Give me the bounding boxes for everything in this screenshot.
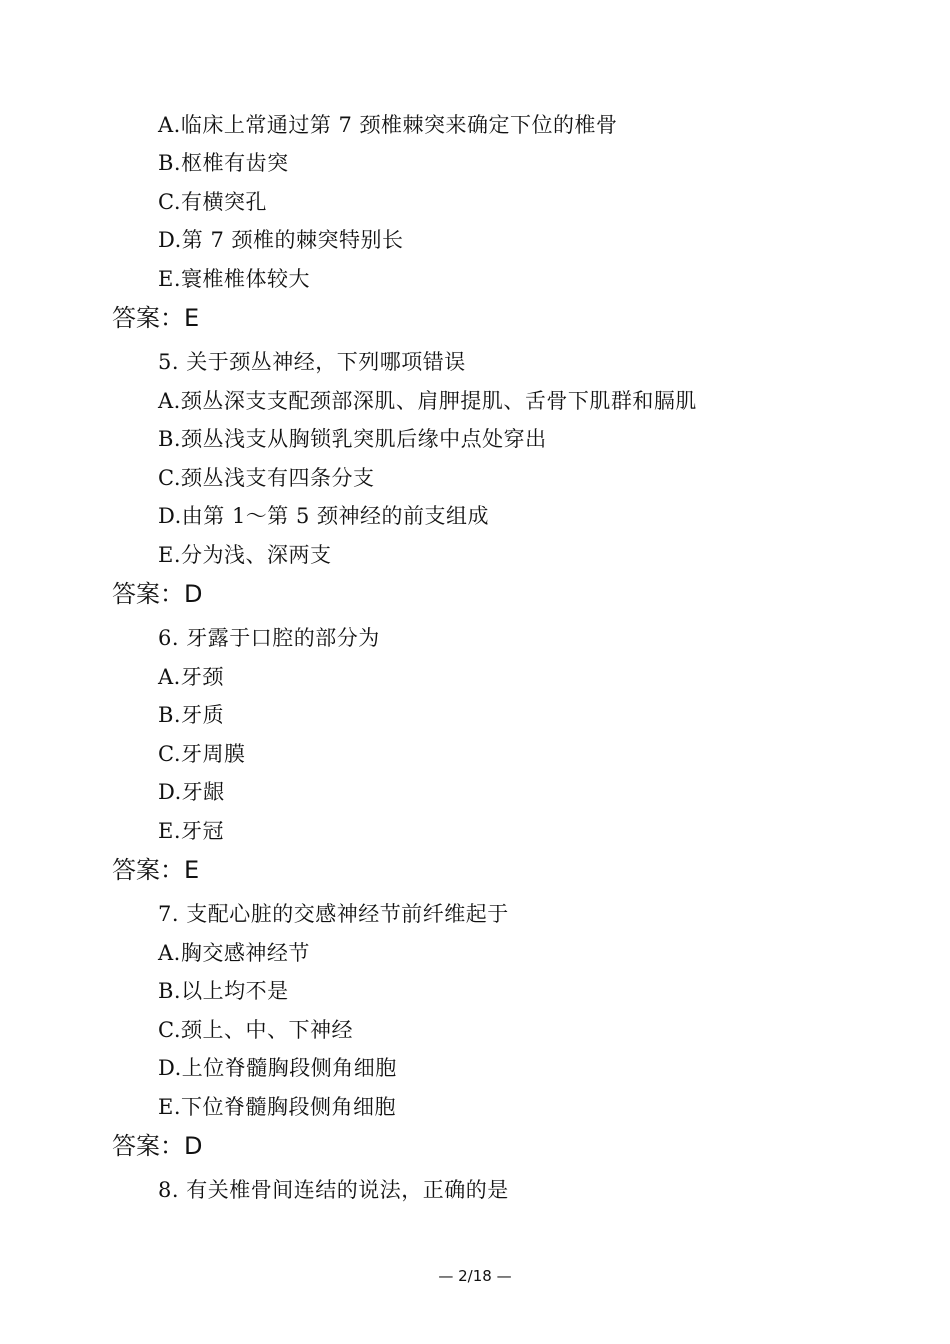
question-line: 7. 支配心脏的交感神经节前纤维起于 <box>158 902 509 926</box>
option-line: A.胸交感神经节 <box>158 941 310 965</box>
option-line: C.颈上、中、下神经 <box>158 1018 353 1042</box>
answer-line: 答案：E <box>112 856 200 884</box>
option-line: A.牙颈 <box>158 665 224 689</box>
option-line: B.枢椎有齿突 <box>158 151 289 175</box>
option-line: A.临床上常通过第 7 颈椎棘突来确定下位的椎骨 <box>158 113 618 137</box>
question-line: 6. 牙露于口腔的部分为 <box>158 626 380 650</box>
option-line: C.有横突孔 <box>158 190 267 214</box>
option-line: C.颈丛浅支有四条分支 <box>158 466 375 490</box>
option-line: B.牙质 <box>158 703 225 727</box>
option-line: A.颈丛深支支配颈部深肌、肩胛提肌、舌骨下肌群和膈肌 <box>158 389 697 413</box>
option-line: D.上位脊髓胸段侧角细胞 <box>158 1056 397 1080</box>
option-line: E.下位脊髓胸段侧角细胞 <box>158 1095 397 1119</box>
option-line: B.以上均不是 <box>158 979 289 1003</box>
option-line: E.牙冠 <box>158 819 225 843</box>
option-line: D.牙龈 <box>158 780 225 804</box>
option-line: E.分为浅、深两支 <box>158 543 332 567</box>
answer-line: 答案：D <box>112 580 203 608</box>
answer-line: 答案：E <box>112 304 200 332</box>
question-line: 8. 有关椎骨间连结的说法，正确的是 <box>158 1178 509 1202</box>
option-line: B.颈丛浅支从胸锁乳突肌后缘中点处穿出 <box>158 427 547 451</box>
answer-line: 答案：D <box>112 1132 203 1160</box>
option-line: D.由第 1～第 5 颈神经的前支组成 <box>158 504 490 528</box>
option-line: C.牙周膜 <box>158 742 246 766</box>
question-line: 5. 关于颈丛神经，下列哪项错误 <box>158 350 466 374</box>
page-number: — 2/18 — <box>438 1267 512 1285</box>
option-line: D.第 7 颈椎的棘突特别长 <box>158 228 404 252</box>
option-line: E.寰椎椎体较大 <box>158 267 311 291</box>
